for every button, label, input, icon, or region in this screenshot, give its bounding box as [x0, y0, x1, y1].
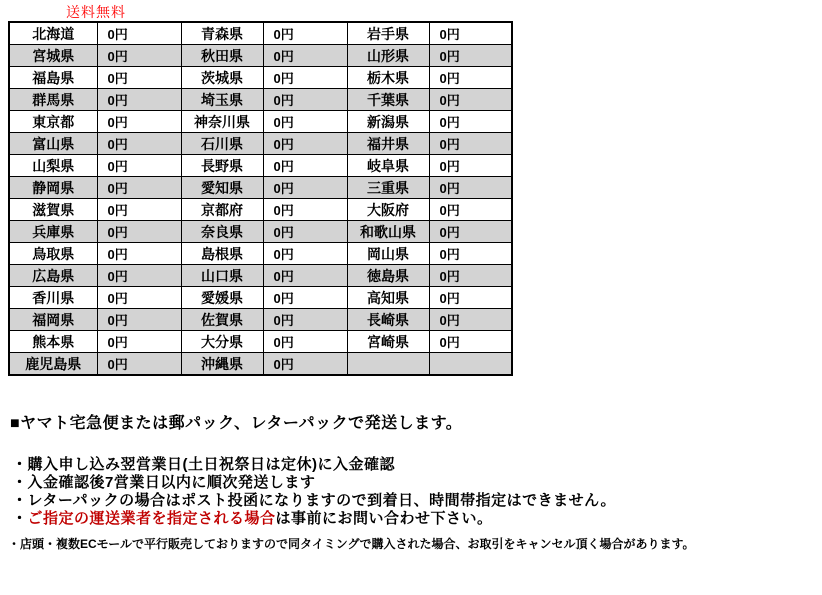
prefecture-cell: 山口県	[181, 265, 263, 287]
table-row	[9, 199, 512, 221]
table-row	[9, 111, 512, 133]
fee-cell: 0円	[429, 45, 512, 67]
fee-cell: 0円	[429, 22, 512, 45]
prefecture-cell: 岡山県	[347, 243, 429, 265]
table-row	[9, 67, 512, 89]
prefecture-cell: 沖縄県	[181, 353, 263, 376]
prefecture-cell: 宮城県	[9, 45, 97, 67]
fee-cell: 0円	[263, 67, 347, 89]
fee-cell: 0円	[97, 133, 181, 155]
prefecture-cell: 愛媛県	[181, 287, 263, 309]
prefecture-cell: 徳島県	[347, 265, 429, 287]
prefecture-cell: 熊本県	[9, 331, 97, 353]
fee-cell: 0円	[263, 331, 347, 353]
prefecture-cell: 新潟県	[347, 111, 429, 133]
prefecture-cell: 大阪府	[347, 199, 429, 221]
prefecture-cell: 静岡県	[9, 177, 97, 199]
bullet-marker: ・	[12, 510, 28, 527]
fee-cell: 0円	[263, 177, 347, 199]
prefecture-cell	[347, 353, 429, 376]
prefecture-cell: 栃木県	[347, 67, 429, 89]
fee-cell: 0円	[263, 45, 347, 67]
shipping-notes-list	[12, 456, 616, 528]
prefecture-cell: 宮崎県	[347, 331, 429, 353]
fee-cell: 0円	[97, 67, 181, 89]
fee-cell: 0円	[429, 155, 512, 177]
parallel-sales-disclaimer: ・店頭・複数ECモールで平行販売しておりますので同タイミングで購入された場合、お取引をキャンセル頂く場合があります。	[8, 537, 695, 551]
prefecture-cell: 三重県	[347, 177, 429, 199]
prefecture-cell: 山形県	[347, 45, 429, 67]
fee-cell: 0円	[97, 45, 181, 67]
fee-cell: 0円	[429, 133, 512, 155]
prefecture-cell: 神奈川県	[181, 111, 263, 133]
prefecture-cell: 高知県	[347, 287, 429, 309]
fee-cell: 0円	[263, 155, 347, 177]
fee-cell: 0円	[97, 287, 181, 309]
fee-cell: 0円	[263, 22, 347, 45]
fee-cell: 0円	[97, 22, 181, 45]
fee-cell: 0円	[429, 177, 512, 199]
prefecture-cell: 岩手県	[347, 22, 429, 45]
table-row	[9, 309, 512, 331]
fee-cell: 0円	[429, 287, 512, 309]
fee-cell: 0円	[429, 199, 512, 221]
prefecture-cell: 鹿児島県	[9, 353, 97, 376]
prefecture-cell: 青森県	[181, 22, 263, 45]
prefecture-cell: 島根県	[181, 243, 263, 265]
shipping-fee-table	[8, 21, 513, 376]
prefecture-cell: 兵庫県	[9, 221, 97, 243]
fee-cell: 0円	[263, 243, 347, 265]
prefecture-cell: 大分県	[181, 331, 263, 353]
prefecture-cell: 石川県	[181, 133, 263, 155]
fee-cell: 0円	[429, 111, 512, 133]
prefecture-cell: 山梨県	[9, 155, 97, 177]
note-carrier-request-highlight: ご指定の運送業者を指定される場合	[27, 510, 276, 527]
note-dispatch-schedule: ・入金確認後7営業日以内に順次発送します	[12, 474, 316, 491]
fee-cell: 0円	[429, 331, 512, 353]
prefecture-cell: 群馬県	[9, 89, 97, 111]
table-row	[9, 155, 512, 177]
prefecture-cell: 佐賀県	[181, 309, 263, 331]
note-payment-confirmation: ・購入申し込み翌営業日(土日祝祭日は定休)に入金確認	[12, 456, 395, 473]
fee-cell: 0円	[263, 353, 347, 376]
fee-cell: 0円	[263, 133, 347, 155]
fee-cell: 0円	[97, 221, 181, 243]
prefecture-cell: 滋賀県	[9, 199, 97, 221]
prefecture-cell: 福井県	[347, 133, 429, 155]
prefecture-cell: 千葉県	[347, 89, 429, 111]
prefecture-cell: 長崎県	[347, 309, 429, 331]
fee-cell: 0円	[429, 221, 512, 243]
table-row	[9, 22, 512, 45]
prefecture-cell: 京都府	[181, 199, 263, 221]
note-letterpack-delivery: ・レターパックの場合はポスト投函になりますので到着日、時間帯指定はできません。	[12, 492, 617, 509]
fee-cell: 0円	[429, 67, 512, 89]
fee-cell: 0円	[263, 221, 347, 243]
shipping-method-note: ■ヤマト宅急便または郵パック、レターパックで発送します。	[10, 415, 463, 432]
prefecture-cell: 鳥取県	[9, 243, 97, 265]
prefecture-cell: 富山県	[9, 133, 97, 155]
table-row	[9, 89, 512, 111]
table-row	[9, 177, 512, 199]
table-row	[9, 133, 512, 155]
table-row	[9, 221, 512, 243]
prefecture-cell: 埼玉県	[181, 89, 263, 111]
note-carrier-request	[12, 510, 616, 528]
shipping-fee-table-body	[9, 22, 512, 375]
fee-cell: 0円	[97, 177, 181, 199]
prefecture-cell: 長野県	[181, 155, 263, 177]
fee-cell: 0円	[263, 287, 347, 309]
fee-cell: 0円	[97, 243, 181, 265]
prefecture-cell: 東京都	[9, 111, 97, 133]
fee-cell: 0円	[97, 353, 181, 376]
table-row	[9, 265, 512, 287]
fee-cell: 0円	[97, 199, 181, 221]
table-row	[9, 353, 512, 376]
fee-cell: 0円	[263, 265, 347, 287]
fee-cell: 0円	[97, 309, 181, 331]
fee-cell: 0円	[97, 155, 181, 177]
fee-cell: 0円	[97, 89, 181, 111]
table-row	[9, 331, 512, 353]
table-row	[9, 45, 512, 67]
table-row	[9, 287, 512, 309]
table-row	[9, 243, 512, 265]
free-shipping-label: 送料無料	[66, 4, 126, 20]
prefecture-cell: 秋田県	[181, 45, 263, 67]
fee-cell: 0円	[429, 243, 512, 265]
prefecture-cell: 広島県	[9, 265, 97, 287]
fee-cell: 0円	[263, 199, 347, 221]
fee-cell: 0円	[263, 309, 347, 331]
fee-cell: 0円	[97, 265, 181, 287]
prefecture-cell: 奈良県	[181, 221, 263, 243]
prefecture-cell: 和歌山県	[347, 221, 429, 243]
fee-cell: 0円	[429, 89, 512, 111]
prefecture-cell: 茨城県	[181, 67, 263, 89]
fee-cell: 0円	[97, 111, 181, 133]
fee-cell: 0円	[429, 265, 512, 287]
fee-cell: 0円	[97, 331, 181, 353]
prefecture-cell: 北海道	[9, 22, 97, 45]
prefecture-cell: 愛知県	[181, 177, 263, 199]
fee-cell	[429, 353, 512, 376]
fee-cell: 0円	[263, 89, 347, 111]
prefecture-cell: 福岡県	[9, 309, 97, 331]
prefecture-cell: 岐阜県	[347, 155, 429, 177]
fee-cell: 0円	[263, 111, 347, 133]
note-carrier-request-rest: は事前にお問い合わせ下さい。	[275, 510, 493, 527]
prefecture-cell: 香川県	[9, 287, 97, 309]
prefecture-cell: 福島県	[9, 67, 97, 89]
fee-cell: 0円	[429, 309, 512, 331]
